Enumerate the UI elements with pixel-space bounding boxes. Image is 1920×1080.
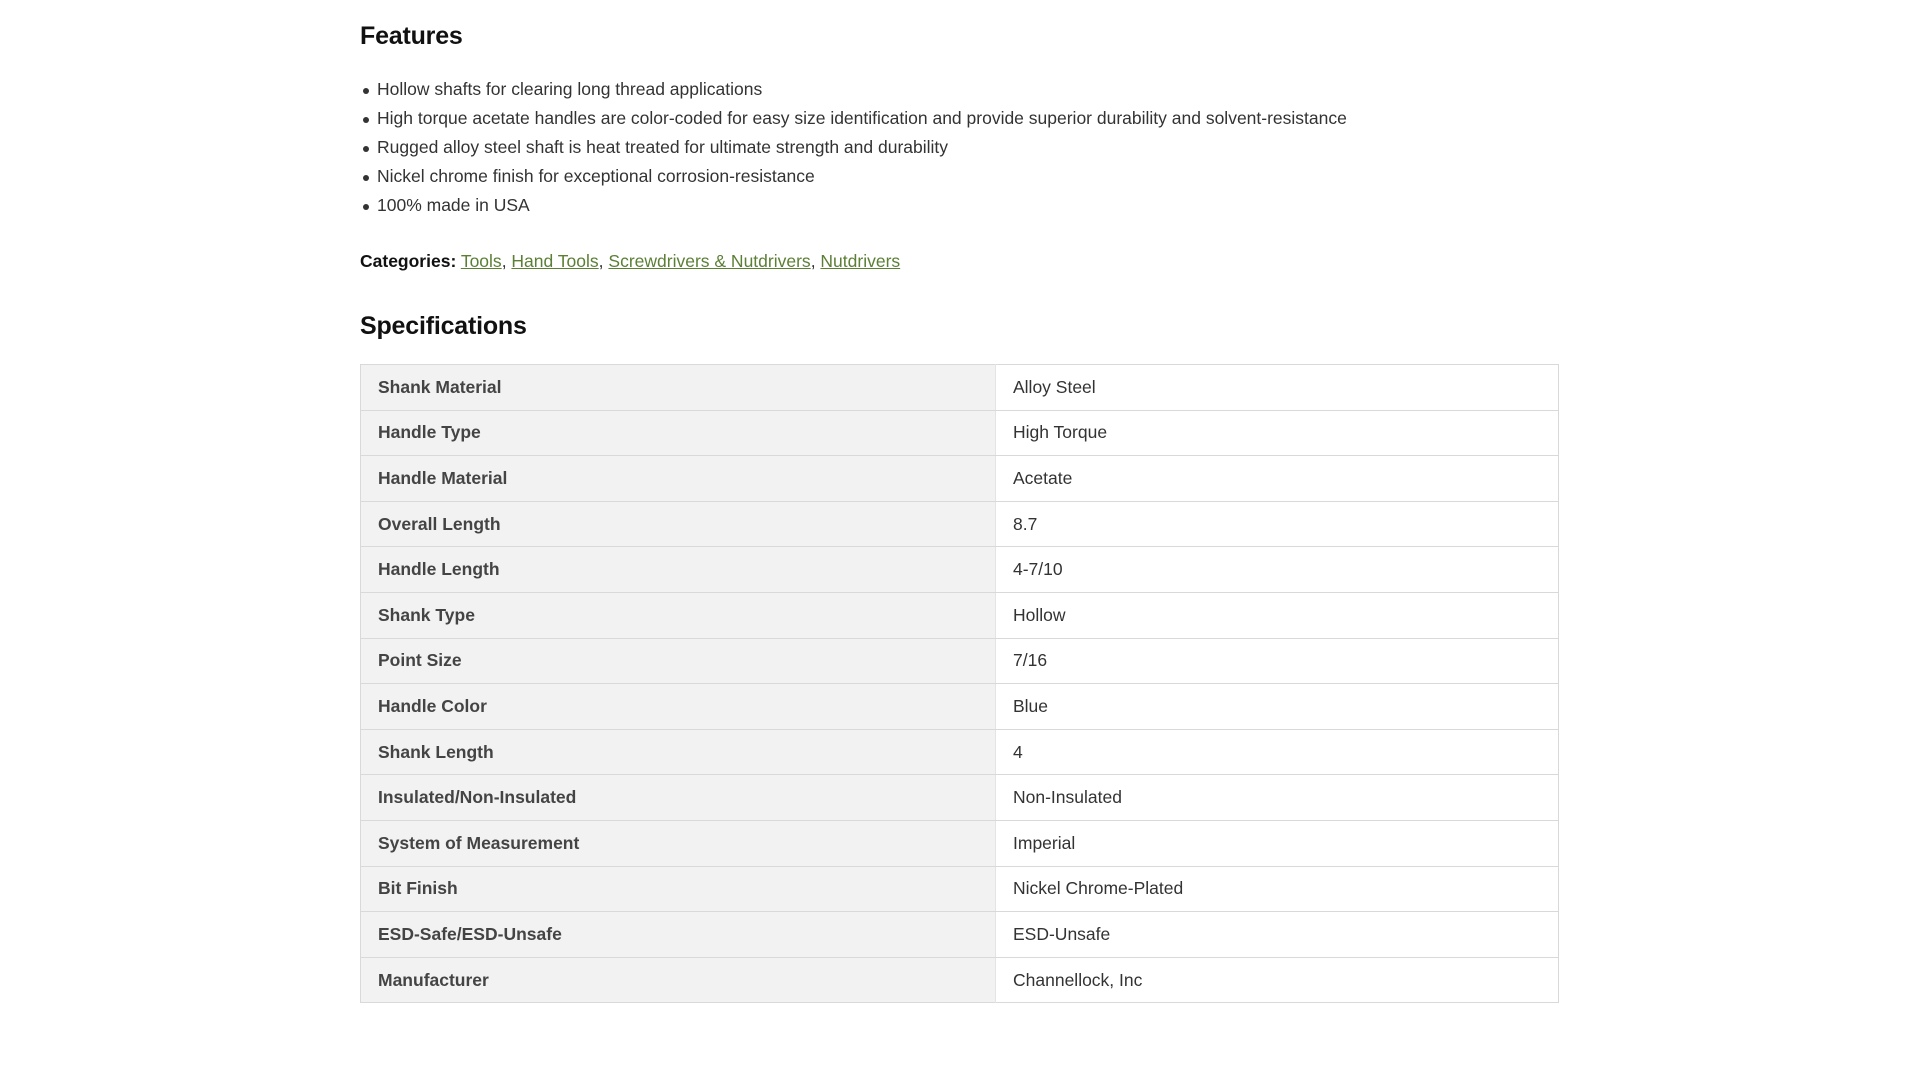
table-row [361, 456, 1559, 502]
spec-name: Handle Color [361, 684, 996, 730]
category-separator: , [501, 251, 512, 271]
spec-value: 4-7/10 [996, 547, 1559, 593]
features-list [360, 75, 1347, 220]
table-row [361, 638, 1559, 684]
table-row [361, 866, 1559, 912]
category-link-tools[interactable]: Tools [460, 251, 502, 271]
table-row [361, 684, 1559, 730]
specifications-heading: Specifications [360, 312, 527, 340]
table-row [361, 410, 1559, 456]
table-row [361, 592, 1559, 638]
feature-item: Hollow shafts for clearing long thread applications [377, 75, 1347, 104]
table-row [361, 957, 1559, 1003]
spec-name: System of Measurement [361, 820, 996, 866]
spec-name: ESD-Safe/ESD-Unsafe [361, 912, 996, 958]
feature-item: 100% made in USA [377, 191, 1347, 220]
spec-value: Nickel Chrome-Plated [996, 866, 1559, 912]
spec-value: 8.7 [996, 501, 1559, 547]
spec-value: Non-Insulated [996, 775, 1559, 821]
table-row [361, 501, 1559, 547]
table-row [361, 820, 1559, 866]
spec-value: Blue [996, 684, 1559, 730]
feature-item: Nickel chrome finish for exceptional corrosion-resistance [377, 162, 1347, 191]
table-row [361, 775, 1559, 821]
spec-name: Handle Type [361, 410, 996, 456]
categories-line [360, 251, 900, 272]
category-link-screwdrivers-nutdrivers[interactable]: Screwdrivers & Nutdrivers [608, 251, 811, 271]
feature-item: Rugged alloy steel shaft is heat treated for ultimate strength and durability [377, 133, 1347, 162]
table-row [361, 365, 1559, 411]
spec-name: Shank Material [361, 365, 996, 411]
spec-value: High Torque [996, 410, 1559, 456]
spec-name: Manufacturer [361, 957, 996, 1003]
category-link-nutdrivers[interactable]: Nutdrivers [820, 251, 901, 271]
specifications-table [360, 364, 1559, 1003]
spec-name: Bit Finish [361, 866, 996, 912]
category-link-hand-tools[interactable]: Hand Tools [511, 251, 599, 271]
table-row [361, 729, 1559, 775]
spec-name: Point Size [361, 638, 996, 684]
spec-value: Imperial [996, 820, 1559, 866]
spec-value: ESD-Unsafe [996, 912, 1559, 958]
spec-value: 7/16 [996, 638, 1559, 684]
spec-value: 4 [996, 729, 1559, 775]
categories-label: Categories: [360, 251, 457, 271]
feature-item: High torque acetate handles are color-coded for easy size identification and provide superior durability and solvent-resistance [377, 104, 1347, 133]
features-heading: Features [360, 22, 463, 50]
spec-name: Insulated/Non-Insulated [361, 775, 996, 821]
table-row [361, 547, 1559, 593]
table-row [361, 912, 1559, 958]
spec-value: Channellock, Inc [996, 957, 1559, 1003]
spec-value: Alloy Steel [996, 365, 1559, 411]
spec-value: Hollow [996, 592, 1559, 638]
spec-value: Acetate [996, 456, 1559, 502]
spec-name: Overall Length [361, 501, 996, 547]
spec-name: Shank Length [361, 729, 996, 775]
spec-name: Shank Type [361, 592, 996, 638]
spec-name: Handle Length [361, 547, 996, 593]
category-separator: , [810, 251, 821, 271]
spec-name: Handle Material [361, 456, 996, 502]
category-separator: , [598, 251, 609, 271]
